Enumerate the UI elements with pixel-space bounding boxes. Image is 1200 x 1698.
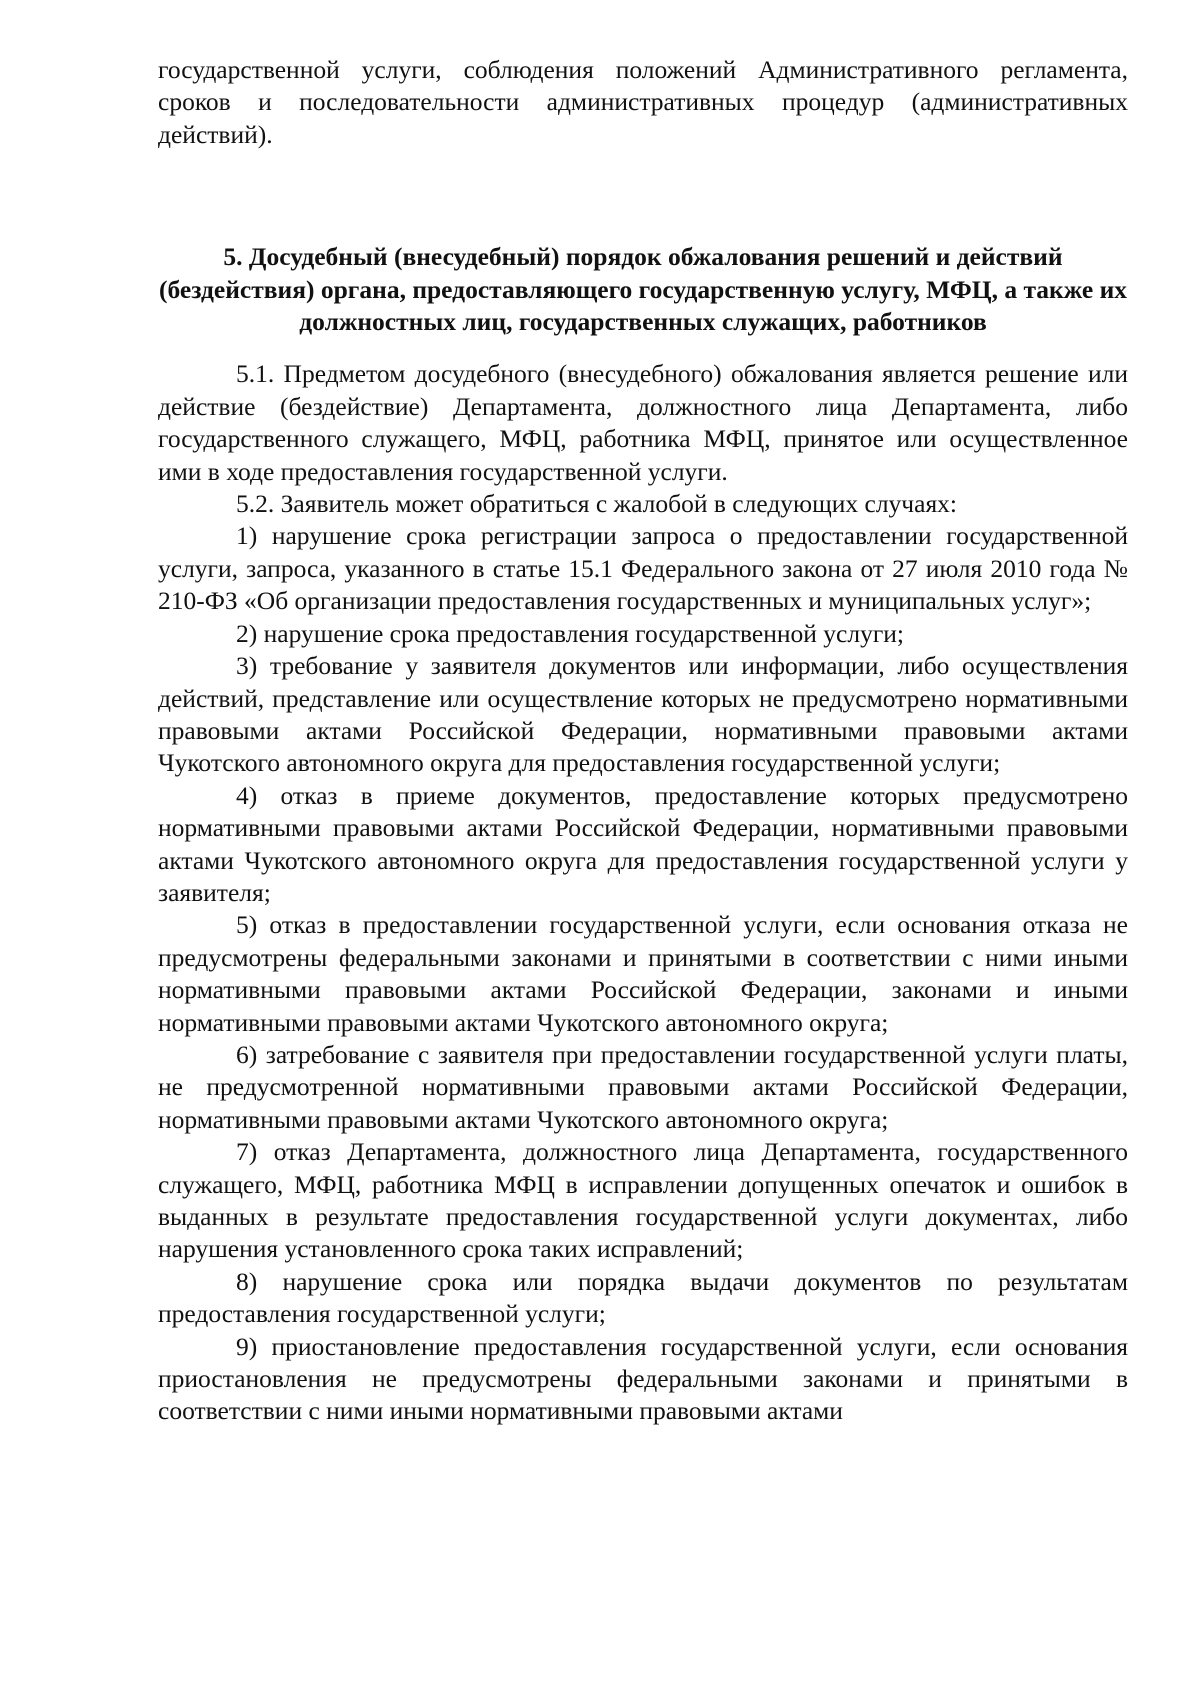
spacer	[158, 151, 1128, 241]
list-item-3: 3) требование у заявителя документов или информации, либо осуществления действий, представление или осуществление которых не предусмотрено нормативными правовыми актами Российской Федерации, нормативными правовыми актами Чукотского автономного округа для предоставления государственной услуги;	[158, 651, 1128, 778]
spacer	[158, 338, 1128, 358]
list-item-5: 5) отказ в предоставлении государственной услуги, если основания отказа не предусмотрены федеральными законами и принятыми в соответствии с ними иными нормативными правовыми актами Российской Федерации, законами и иными нормативными правовыми актами Чукотского автономного округа;	[158, 910, 1128, 1037]
list-item-7: 7) отказ Департамента, должностного лица Департамента, государственного служащего, МФЦ, работника МФЦ в исправлении допущенных опечаток и ошибок в выданных в результате предоставления государственной услуги документах, либо нарушения установленного срока таких исправлений;	[158, 1137, 1128, 1264]
intro-paragraph: государственной услуги, соблюдения положений Административного регламента, сроков и последовательности административных процедур (административных действий).	[158, 55, 1128, 149]
section-heading: 5. Досудебный (внесудебный) порядок обжалования решений и действий (бездействия) органа, предоставляющего государственную услугу, МФЦ, а также их должностных лиц, государственных служащих, работников	[158, 242, 1128, 337]
list-item-8: 8) нарушение срока или порядка выдачи документов по результатам предоставления государственной услуги;	[158, 1266, 1128, 1329]
list-item-6: 6) затребование с заявителя при предоставлении государственной услуги платы, не предусмотренной нормативными правовыми актами Российской Федерации, нормативными правовыми актами Чукотского автономного округа;	[158, 1039, 1128, 1134]
list-item-1: 1) нарушение срока регистрации запроса о предоставлении государственной услуги, запроса, указанного в статье 15.1 Федерального закона от 27 июля 2010 года № 210-ФЗ «Об организации предоставления государственных и муниципальных услуг»;	[158, 521, 1128, 616]
list-item-4: 4) отказ в приеме документов, предоставление которых предусмотрено нормативными правовыми актами Российской Федерации, нормативными правовыми актами Чукотского автономного округа для предоставления государственной услуги у заявителя;	[158, 780, 1128, 907]
paragraph-5-1: 5.1. Предметом досудебного (внесудебного) обжалования является решение или действие (бездействие) Департамента, должностного лица Департамента, либо государственного служащего, МФЦ, работника МФЦ, принятое или осуществленное ими в ходе предоставления государственной услуги.	[158, 359, 1128, 486]
paragraph-5-2: 5.2. Заявитель может обратиться с жалобой в следующих случаях:	[236, 489, 958, 519]
document-page	[158, 54, 1128, 1428]
list-item-2: 2) нарушение срока предоставления государственной услуги;	[236, 618, 905, 648]
list-item-9: 9) приостановление предоставления государственной услуги, если основания приостановления не предусмотрены федеральными законами и принятыми в соответствии с ними иными нормативными правовыми актами	[158, 1331, 1128, 1426]
